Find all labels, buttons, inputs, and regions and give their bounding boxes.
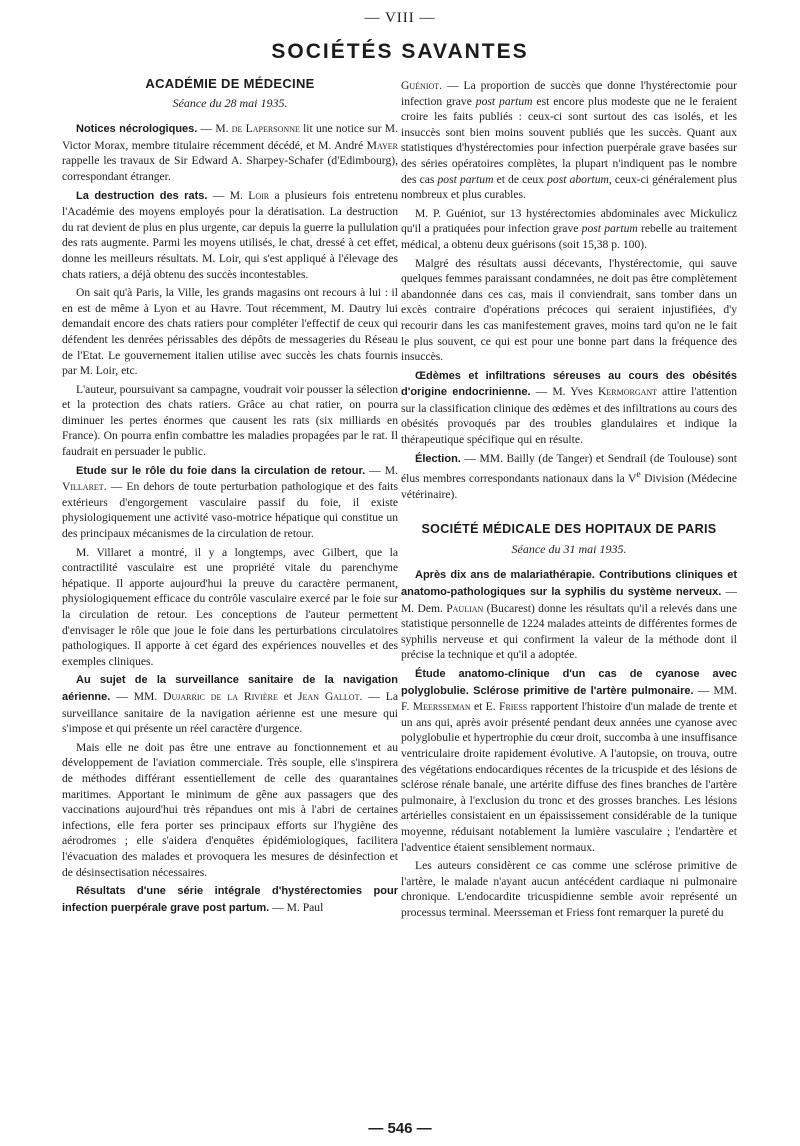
paragraph-heading: Résultats d'une série intégrale d'hystérectomies pour infection puerpérale grave post partum. [62,885,398,914]
author-name: de Lapersonne [231,122,300,136]
paragraph-heading: Après dix ans de malariathérapie. Contributions cliniques et anatomo-pathologiques sur la syphilis du système nerveux. [401,569,737,599]
paragraph-heading: Œdèmes et infiltrations séreuses au cours des obésités d'origine endocrinienne. [401,369,737,399]
seance-date: Séance du 28 mai 1935. [172,95,288,110]
author-name: Mayer [366,138,398,152]
paragraph-election: Élection. — MM. Bailly (de Tanger) et Sendrail (de Toulouse) sont élus membres correspondants nationaux dans la Ve Division (Médecine vétérinaire). [401,451,737,501]
paragraph-heading: Etude sur le rôle du foie dans la circulation de retour. [76,464,366,477]
page-number: — 546 — [368,1120,432,1137]
paragraph-heading: Élection. [415,452,461,465]
seance-date: Séance du 31 mai 1935. [511,541,627,556]
paragraph-navigation: Au sujet de la surveillance sanitaire de la navigation aérienne. — MM. Dujarric de la Rivière et Jean Gallot. — La surveillance sanitaire de la navigation aérienne est une mesure qui s'impose et qui présente un réel caractère d'urgence. [62,674,398,736]
paragraph-gueniot: Guéniot. — La proportion de succès que donne l'hystérectomie pour infection grave post partum est encore plus modeste que ne le feraient croire les faits publiés : ceux-ci sont surtout des cas isolés, et les insuccès sont bien moins souvent publiés que les succès. Quant aux statistiques d'hystérectomies pour infection puerpérale grave basées sur des séries opératoires complètes, la plupart n'indiquent pas le nombre des cas post partum et de ceux post abortum, ceux-ci généralement plus nombreux et plus curables. [401,79,738,202]
paragraph-malariatherapie: Après dix ans de malariathérapie. Contributions cliniques et anatomo-pathologiques sur la syphilis du système nerveux. — M. Dem. Paulian (Bucarest) donne les résultats qu'il a relevés dans une statistique personnelle de 1224 malades atteints de différentes formes de syphilis nerveuse et qui confirment la valeur de la méthode dont il précise la technique et qu'il a adoptée. [401,569,737,662]
author-name: Friess [499,700,528,714]
left-column [62,76,398,919]
paragraph-heading: La destruction des rats. [76,189,208,202]
author-name: Jean Gallot [298,689,360,703]
paragraph-rats: La destruction des rats. — M. Loir a plusieurs fois entretenu l'Académie des moyens employés pour la dératisation. La destruction du rat devient de plus en plus urgente, car depuis la guerre la pullulation des rats augmente. Parmi les moyens utilisés, le chat, dressé à cet effet, donne les meilleurs résultats. M. Loir, qui s'est appliqué à l'élevage des chats ratiers, a déjà obtenu des succès incontestables. [62,188,399,281]
section-title-academie: ACADÉMIE DE MÉDECINE [145,76,315,91]
paragraph-text: Les auteurs considèrent ce cas comme une sclérose primitive de l'artère, le malade n'ayant aucun antécédent cardiaque ni pulmonaire chronique. L'endocardite tricuspidienne semble avoir représenté un processus terminal. Meersseman et Friess font remarquer la pureté du [401,859,737,919]
author-name: Paulian [446,601,484,615]
paragraph-oedemes: Œdèmes et infiltrations séreuses au cours des obésités d'origine endocrinienne. — M. Yves Kermorgant attire l'attention sur la classification clinique des œdèmes et des infiltrations au cours des obésités provoqués par des troubles glandulaires et indique la thérapeutique spécifique qui en résulte. [401,369,737,447]
author-name: Kermorgant [598,385,658,399]
section-title-societe: SOCIÉTÉ MÉDICALE DES HOPITAUX DE PARIS [421,522,717,537]
paragraph-foie: Etude sur le rôle du foie dans la circulation de retour. — M. Villaret. — En dehors de toute perturbation pathologique et des faits extérieurs d'engorgement vasculaire passif du foie, il existe physiologiquement une activité vaso-motrice hépatique qui constitue un des principaux mécanismes de la circulation de retour. [62,463,398,541]
author-name: Dujarric de la Rivière [163,689,278,703]
paragraph-notices: Notices nécrologiques. — M. de Lapersonne lit une notice sur M. Victor Morax, membre titulaire récemment décédé, et M. André Mayer rappelle les travaux de Sir Edward A. Sharpey-Schafer (d'Edimbourg), correspondant étranger. [62,122,399,183]
paragraph-text: On sait qu'à Paris, la Ville, les grands magasins ont recours à lui : il en est de même à Lyon et au Havre. Tout récemment, M. Dautry lui demandait encore des chats ratiers pour compléter l'effectif de ceux qui défendent les denrées périssables des dépôts de messageries du Réseau de l'Etat. Le gouvernement italien utilise avec succès les chats fournis par M. Loir, etc. [62,286,398,378]
paragraph-hysterectomies: Résultats d'une série intégrale d'hystérectomies pour infection puerpérale grave post partum. — M. Paul [62,885,398,914]
paragraph-text: Malgré des résultats aussi décevants, l'hystérectomie, qui sauve quelques femmes paraissant condamnées, ne doit pas être complètement abandonnée dans ces cas, mais il conviendrait, sans tomber dans un excès contraire d'opérations précoces qui seraient injustifiées, d'y recourir dans les cas manifestement graves, moins tard qu'on ne le fait le plus souvent, ce qui est pour une bonne part dans la fréquence des insuccès. [401,256,737,364]
paragraph-text: M. P. Guéniot, sur 13 hystérectomies abdominales avec Mickulicz qu'il a pratiquées pour infection grave post partum rebelle au traitement médical, a obtenu deux guérisons (soit 15,38 p. 100). [401,206,737,251]
paragraph-cyanose: Étude anatomo-clinique d'un cas de cyanose avec polyglobulie. Sclérose primitive de l'artère pulmonaire. — MM. F. Meersseman et E. Friess rapportent l'histoire d'un malade de trente et un ans qui, après avoir présenté pendant deux années une cyanose avec polyglobulie et hypertrophie du cœur droit, succomba à une insuffisance ventriculaire droite rapidement évolutive. A l'autopsie, on trouva, outre des végétations endocardiques récentes de la tricuspide et des lésions de sclérose rénale banale, une artérite diffuse des fines branches de l'artère pulmonaire, à l'exclusion du tronc et des grosses branches. Les lésions artérielles consistaient en un épaississement considérable de la tunique moyenne, réduisant notablement la lumière vasculaire ; l'endartère et l'adventice étaient sensiblement normaux. [401,668,737,854]
page-title: SOCIÉTÉS SAVANTES [271,40,529,63]
paragraph-text: Mais elle ne doit pas être une entrave au fonctionnement et au développement de l'aviation commerciale. Très souple, elle s'inspirera de méthodes différant essentiellement de celle des quarantaines maritimes. Apportant le minimum de gêne aux passagers que des vaccinations aujourd'hui très répandues ont mis à l'abri de certaines infections, elle fera porter ses principaux efforts sur l'hygiène des aérodromes ; elle s'aidera d'enquêtes épidémiologiques, facilitera l'évacuation des malades et provoquera les mesures de désinfection et de désinsectisation nécessaires. [62,740,398,879]
page-header: — VIII — [364,10,436,26]
author-name: Guéniot [401,79,440,92]
author-name: Villaret [62,480,104,494]
author-name: Loir [248,188,270,202]
author-name: Meersseman [412,700,471,714]
paragraph-text: L'auteur, poursuivant sa campagne, voudrait voir pousser la sélection et la protection des chats ratiers. Grâce au chat ratier, on pourra diminuer les pertes énormes que causent les rats (six milliards en France). On pourra enfin combattre les maladies propagées par le rat. Il faudrait en persuader le public. [62,382,398,459]
paragraph-text: M. Villaret a montré, il y a longtemps, avec Gilbert, que la contractilité vasculaire est une propriété vitale du parenchyme hépatique. Il apporte aujourd'hui la preuve du caractère permanent, physiologiquement efficace du contrôle vasculaire exercé par le foie sur la circulation de retour. Les conceptions de l'auteur permettent d'envisager le rôle que joue le foie dans les perturbations circulatoires pathologiques. Il apporte à cet égard des expériences nouvelles et des exemples cliniques. [62,545,398,668]
right-column [401,78,737,924]
paragraph-heading: Notices nécrologiques. [76,123,198,136]
paragraph-heading: Étude anatomo-clinique d'un cas de cyanose avec polyglobulie. Sclérose primitive de l'artère pulmonaire. [401,668,737,697]
paragraph-heading: Au sujet de la surveillance sanitaire de la navigation aérienne. [62,674,398,703]
